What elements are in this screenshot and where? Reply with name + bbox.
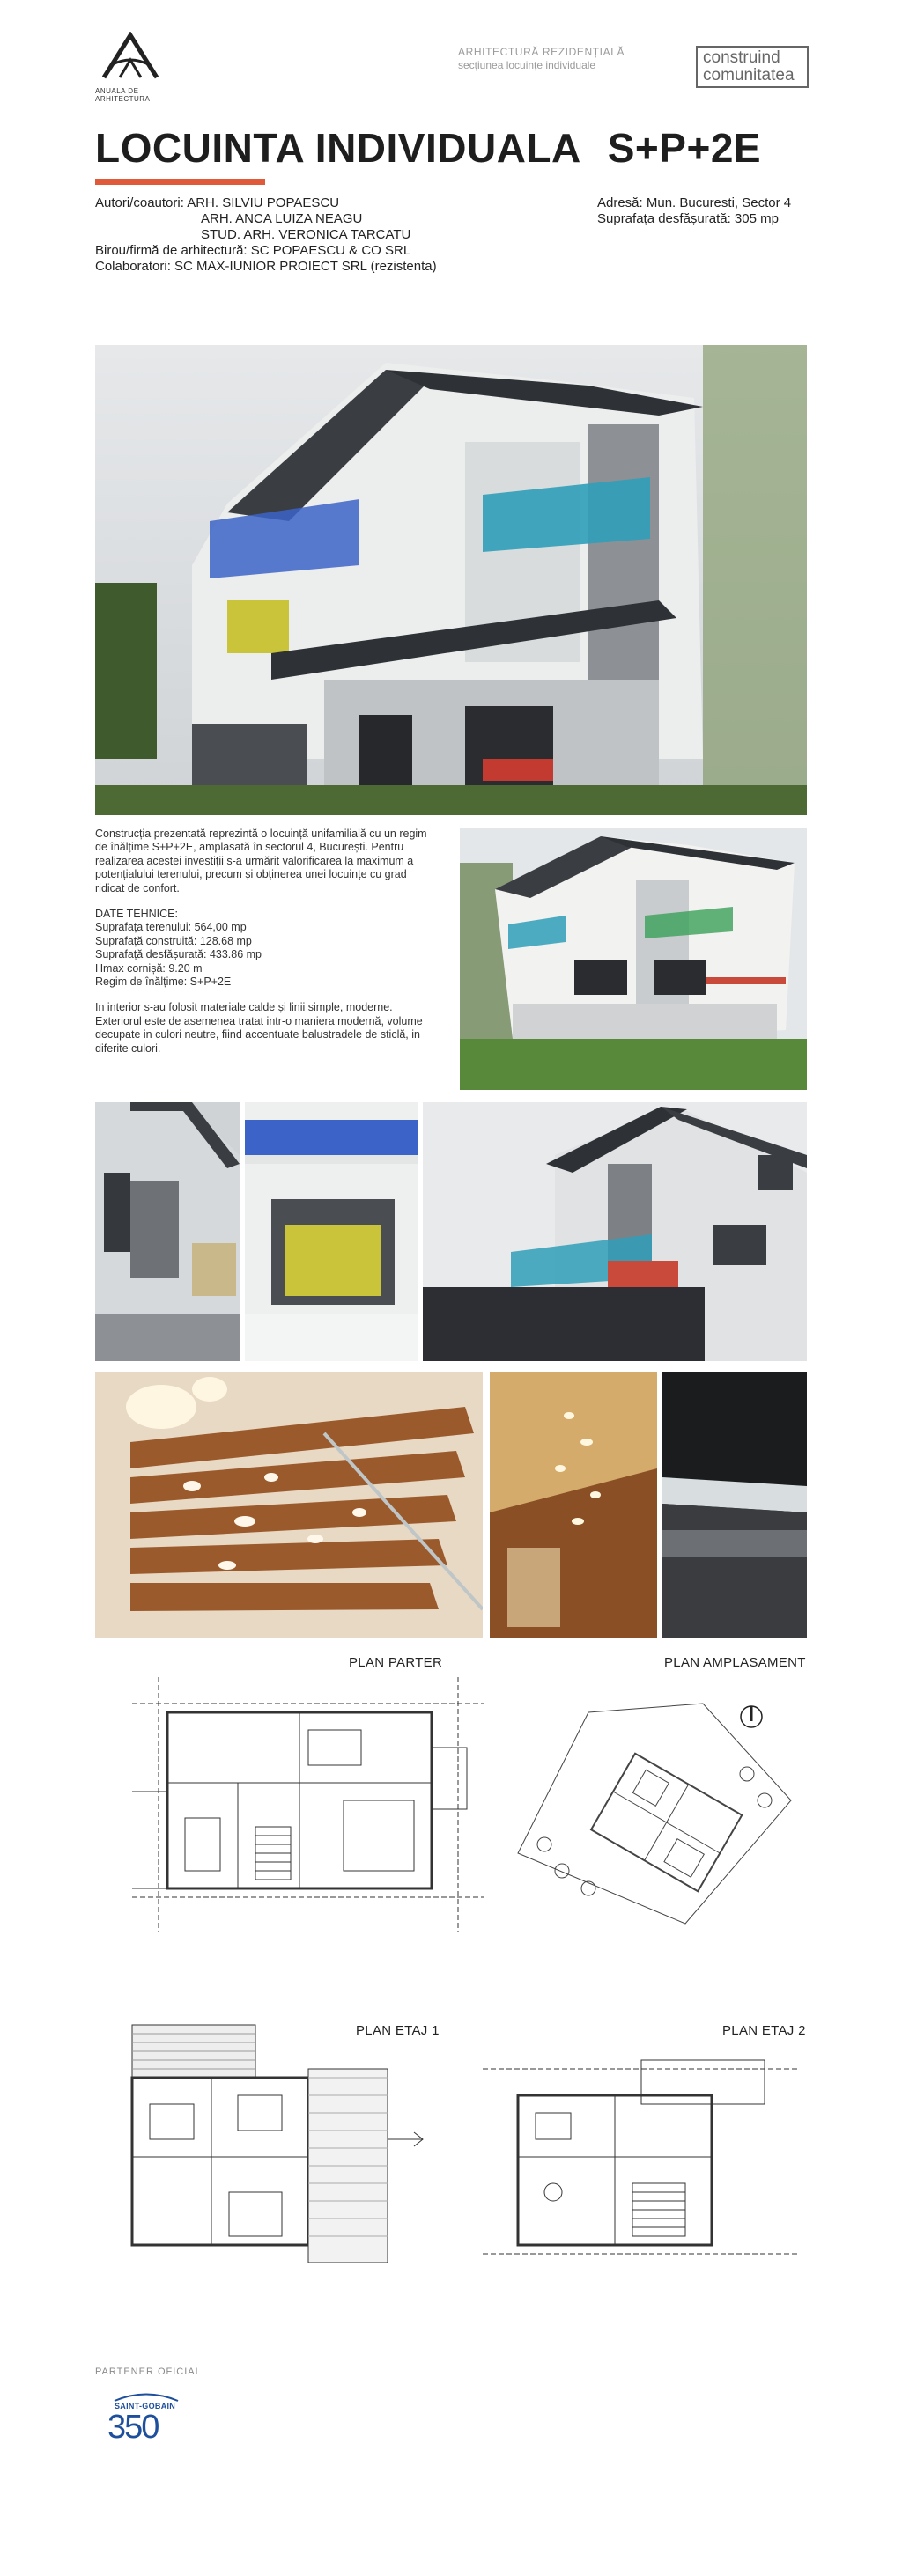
facade-corner-icon [423,1102,807,1361]
sponsor-name: SAINT-GOBAIN [115,2402,176,2410]
credit-office: Birou/firmă de arhitectură: SC POPAESCU & CO SRL [95,243,411,258]
floor-plan-icon [132,1677,484,1932]
house-photo-icon [95,345,807,815]
plan-etaj1-drawing [123,2016,432,2280]
credit-coauthor-2: ARH. ANCA LUIZA NEAGU [201,211,363,226]
category-line1: ARHITECTURĂ REZIDENȚIALĂ [458,46,625,58]
partner-label: PARTENER OFICIAL [95,2366,202,2377]
page-title [95,125,761,171]
plan-parter-label: PLAN PARTER [349,1655,443,1670]
brand-logo [696,46,809,88]
award-logo [95,32,166,103]
sponsor-logo [107,2391,204,2453]
tech-floor-area: Suprafață desfășurată: 433.86 mp [95,948,262,961]
credit-collaborators: Colaboratori: SC MAX-IUNIOR PROIECT SRL (rezistenta) [95,259,437,274]
address: Adresă: Mun. Bucuresti, Sector 4 [597,195,792,210]
category [458,46,625,72]
description [95,828,433,1068]
tech-height: Hmax cornișă: 9.20 m [95,961,203,975]
plan-etaj1-label: PLAN ETAJ 1 [356,2023,440,2038]
description-intro: Construcția prezentată reprezintă o locuință unifamilială cu un regim de înălțime S+P+2E, amplasată în sectorul 4, București. Pentru realizarea acestei investiții s-a urmărit valorificarea la maximum a potențialului terenului, precum și obținerea unei locuințe cu grad ridicat de confort. [95,828,427,894]
plan-amplasament-label: PLAN AMPLASAMENT [664,1655,806,1670]
plan-parter-drawing [132,1677,484,1932]
site-plan-icon [509,1695,800,1932]
tech-data [95,908,433,989]
plan-etaj2-drawing [483,2051,800,2271]
title-regime: S+P+2E [607,125,762,171]
award-logo-icon [95,32,166,81]
plan-amplasament-drawing [509,1695,800,1932]
sponsor-number: 350 [107,2409,159,2446]
photo-6 [95,1372,483,1638]
accent-bar [95,179,265,185]
tech-title: DATE TEHNICE: [95,908,178,921]
photo-4 [245,1102,418,1361]
plan-etaj2-label: PLAN ETAJ 2 [722,2023,806,2038]
facade-detail-icon [95,1102,240,1361]
category-line2: secțiunea locuințe individuale [458,59,596,71]
staircase-photo-icon [95,1372,483,1638]
photo-7 [490,1372,657,1638]
main-photo [95,345,807,815]
description-outro: In interior s-au folosit materiale calde și linii simple, moderne. Exteriorul este de asemenea tratat intr-o maniera modernă, volume decupate in culori neutre, fiind accentuate balustradele de sticlă, in diferite culori. [95,1001,423,1055]
brand-text: construind comunitatea [703,48,795,85]
credits [95,195,437,275]
photo-3 [95,1102,240,1361]
built-area: Suprafața desfășurată: 305 mp [597,211,779,226]
title-main: LOCUINTA INDIVIDUALA [95,125,581,171]
photo-5 [423,1102,807,1361]
location-info [597,195,791,227]
house-render-icon [460,828,807,1090]
floor-plan-2-icon [483,2051,800,2271]
logo-caption: ANUALA DE ARHITECTURA [95,87,151,103]
credit-authors: Autori/coautori: ARH. SILVIU POPAESCU [95,195,340,210]
photo-2 [460,828,807,1090]
north-arrow-icon [741,1706,762,1727]
tech-built-area: Suprafață construită: 128.68 mp [95,934,252,947]
credit-coauthor-3: STUD. ARH. VERONICA TARCATU [201,227,411,242]
tech-regime: Regim de înălțime: S+P+2E [95,975,232,989]
sponsor-arch-icon [111,2391,181,2402]
photo-8 [662,1372,807,1638]
bay-window-icon [245,1102,418,1361]
tech-land-area: Suprafața terenului: 564,00 mp [95,921,247,934]
stair-lights-icon [490,1372,657,1638]
corridor-icon [662,1372,807,1638]
floor-plan-1-icon [123,2016,432,2280]
